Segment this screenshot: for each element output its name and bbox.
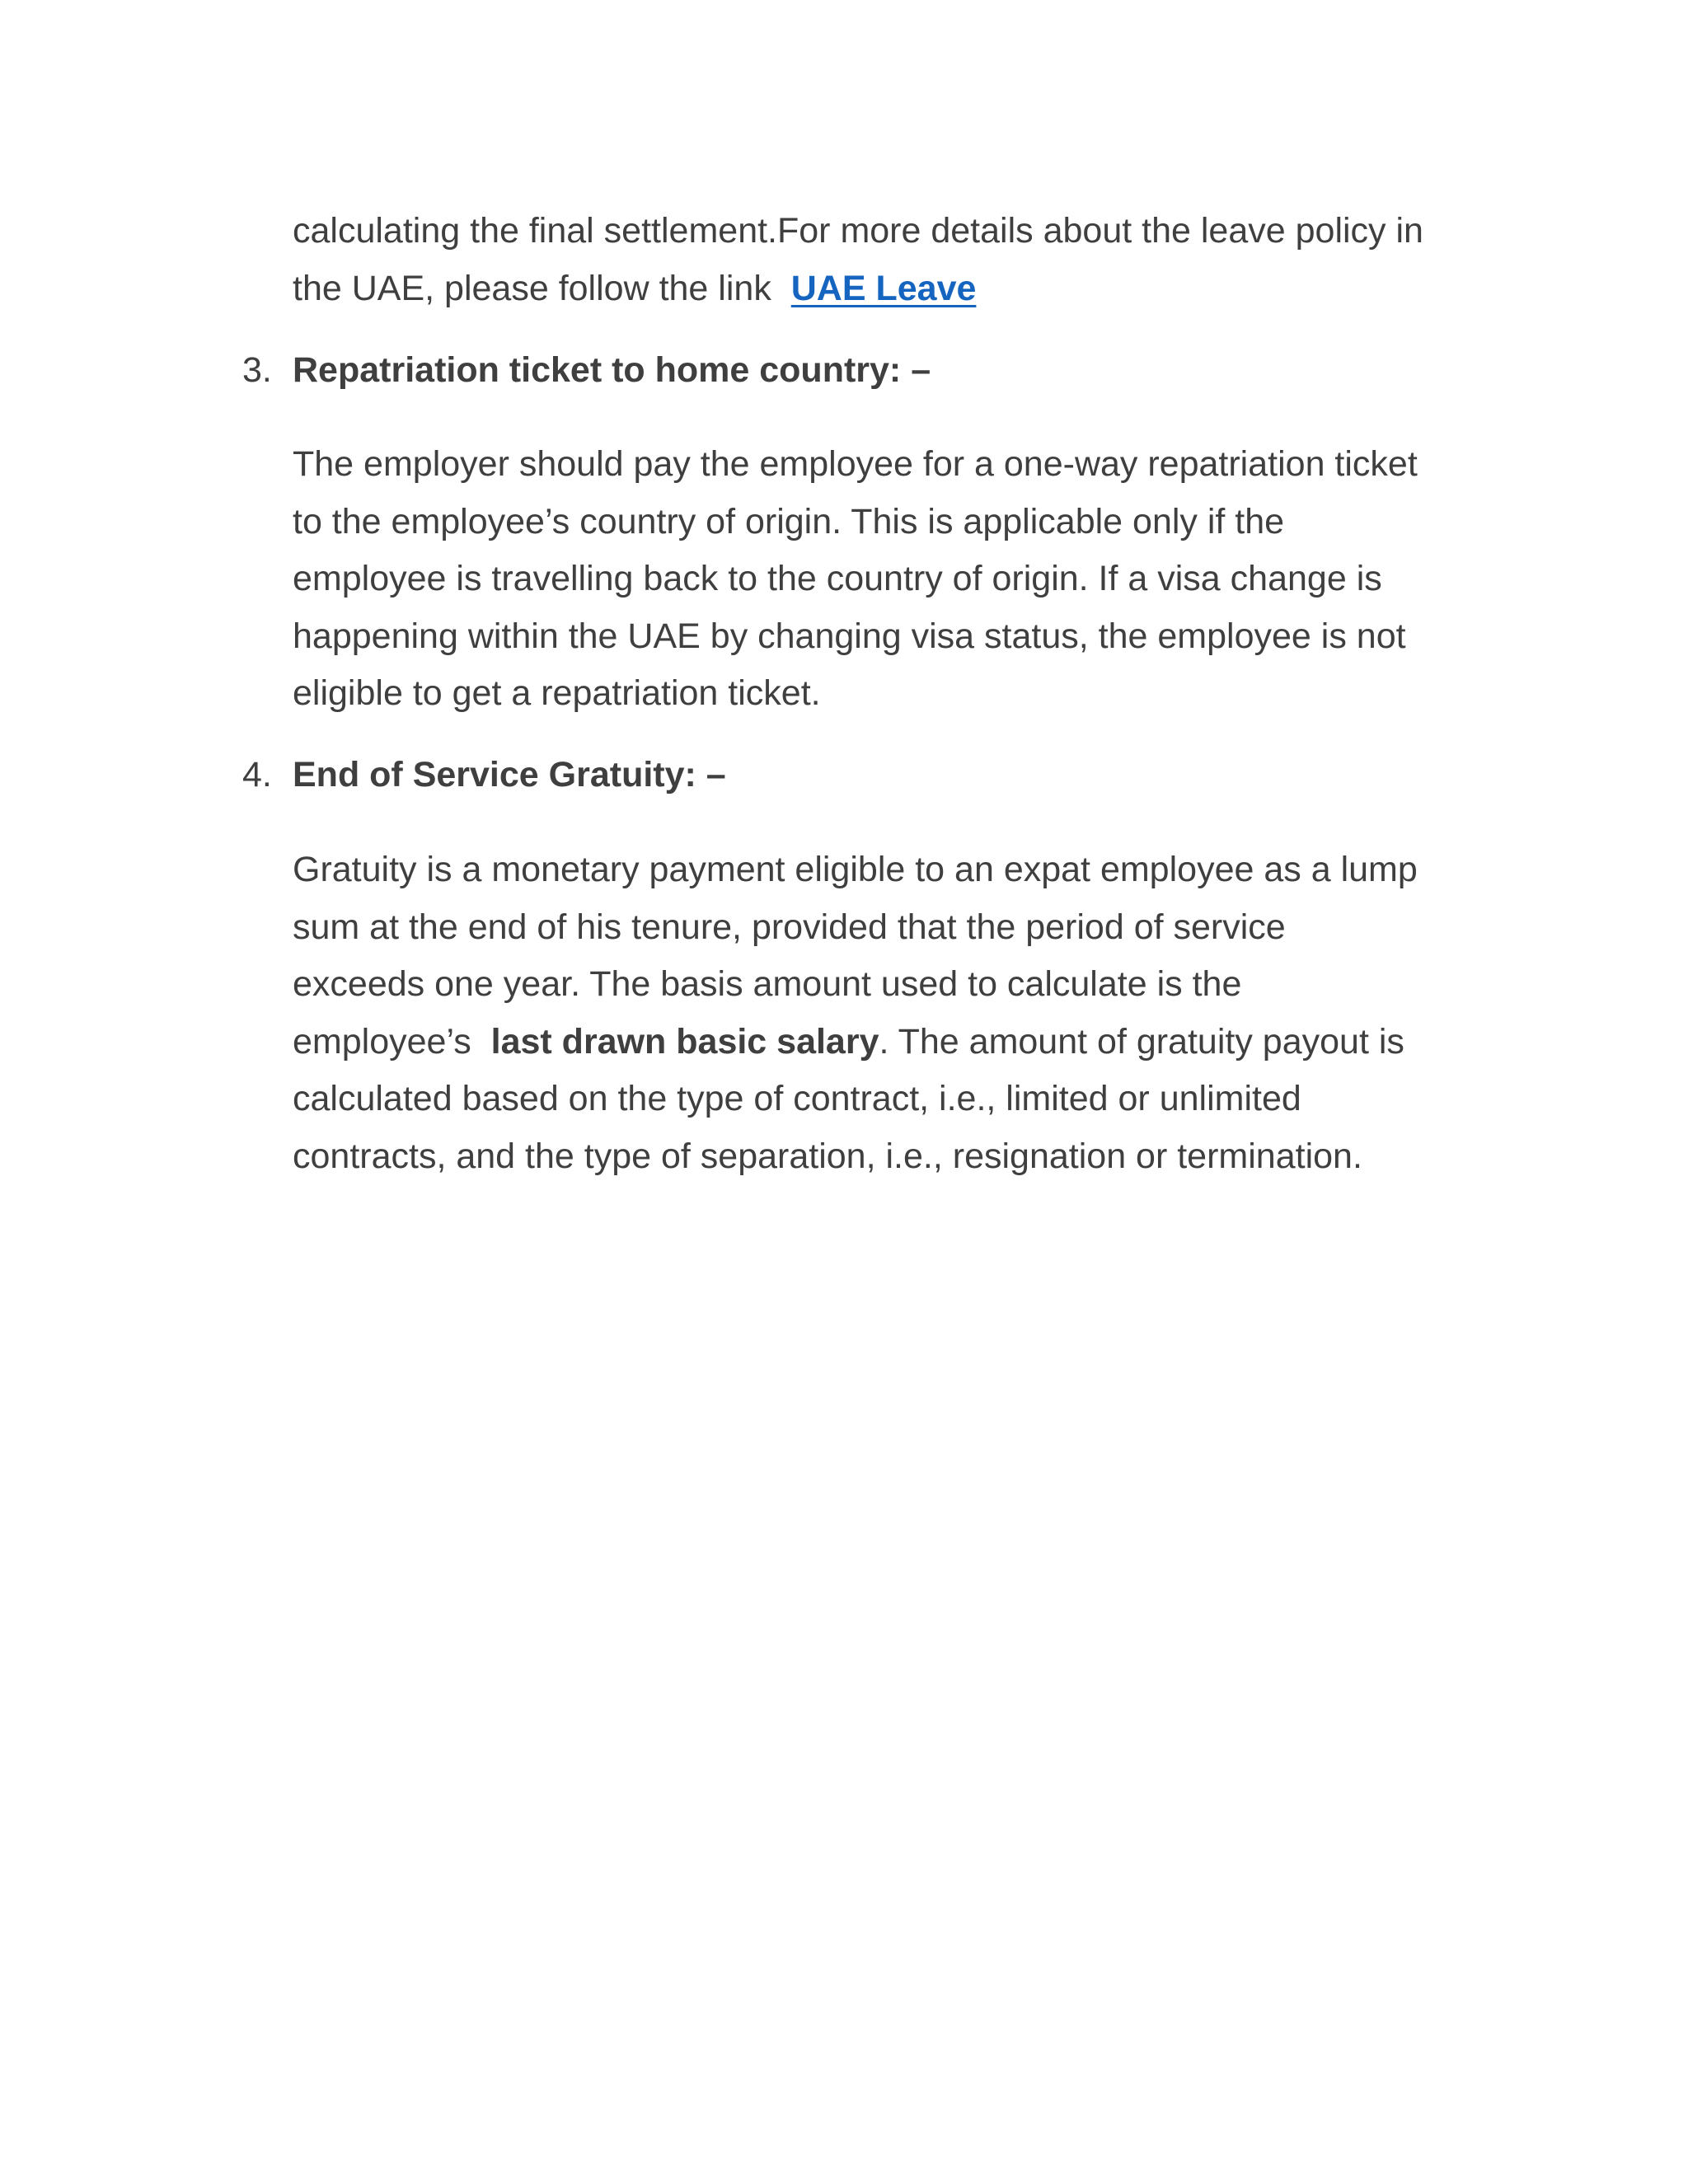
repatriation-line-4: happening within the UAE by changing visa status, the employee is not <box>293 616 1406 656</box>
list-item-3-heading <box>242 342 1479 400</box>
intro-line-2 <box>293 260 1479 318</box>
repatriation-paragraph <box>293 436 1479 723</box>
intro-line-1: calculating the final settlement.For more details about the leave policy in <box>293 211 1423 251</box>
gratuity-line-1: Gratuity is a monetary payment eligible to an expat employee as a lump <box>293 850 1418 889</box>
gratuity-line-2: sum at the end of his tenure, provided that the period of service <box>293 907 1286 947</box>
repatriation-line-1: The employer should pay the employee for a one-way repatriation ticket <box>293 444 1418 484</box>
list-item-4-number: 4. <box>242 755 272 794</box>
gratuity-line-4-suffix: . The amount of gratuity payout is <box>879 1021 1404 1062</box>
gratuity-line-5: calculated based on the type of contract, i.e., limited or unlimited <box>293 1079 1301 1118</box>
intro-paragraph <box>293 203 1479 317</box>
last-drawn-basic-salary-emphasis: last drawn basic salary <box>490 1021 879 1062</box>
gratuity-line-4 <box>293 1014 1479 1071</box>
repatriation-line-2: to the employee’s country of origin. This is applicable only if the <box>293 501 1285 541</box>
list-item-3-number: 3. <box>242 350 272 390</box>
uae-leave-link[interactable]: UAE Leave <box>790 268 977 308</box>
gratuity-line-4-prefix: employee’s <box>293 1021 471 1062</box>
repatriation-line-3: employee is travelling back to the country of origin. If a visa change is <box>293 559 1382 598</box>
gratuity-line-6: contracts, and the type of separation, i.e., resignation or termination. <box>293 1136 1362 1176</box>
intro-line-2-text: the UAE, please follow the link <box>293 268 771 308</box>
list-item-4-title: End of Service Gratuity: – <box>293 755 726 794</box>
gratuity-paragraph <box>293 841 1479 1185</box>
gratuity-line-3: exceeds one year. The basis amount used to calculate is the <box>293 964 1242 1004</box>
list-item-4-heading <box>242 747 1479 804</box>
repatriation-line-5: eligible to get a repatriation ticket. <box>293 673 821 713</box>
list-item-3-title: Repatriation ticket to home country: – <box>293 350 931 390</box>
